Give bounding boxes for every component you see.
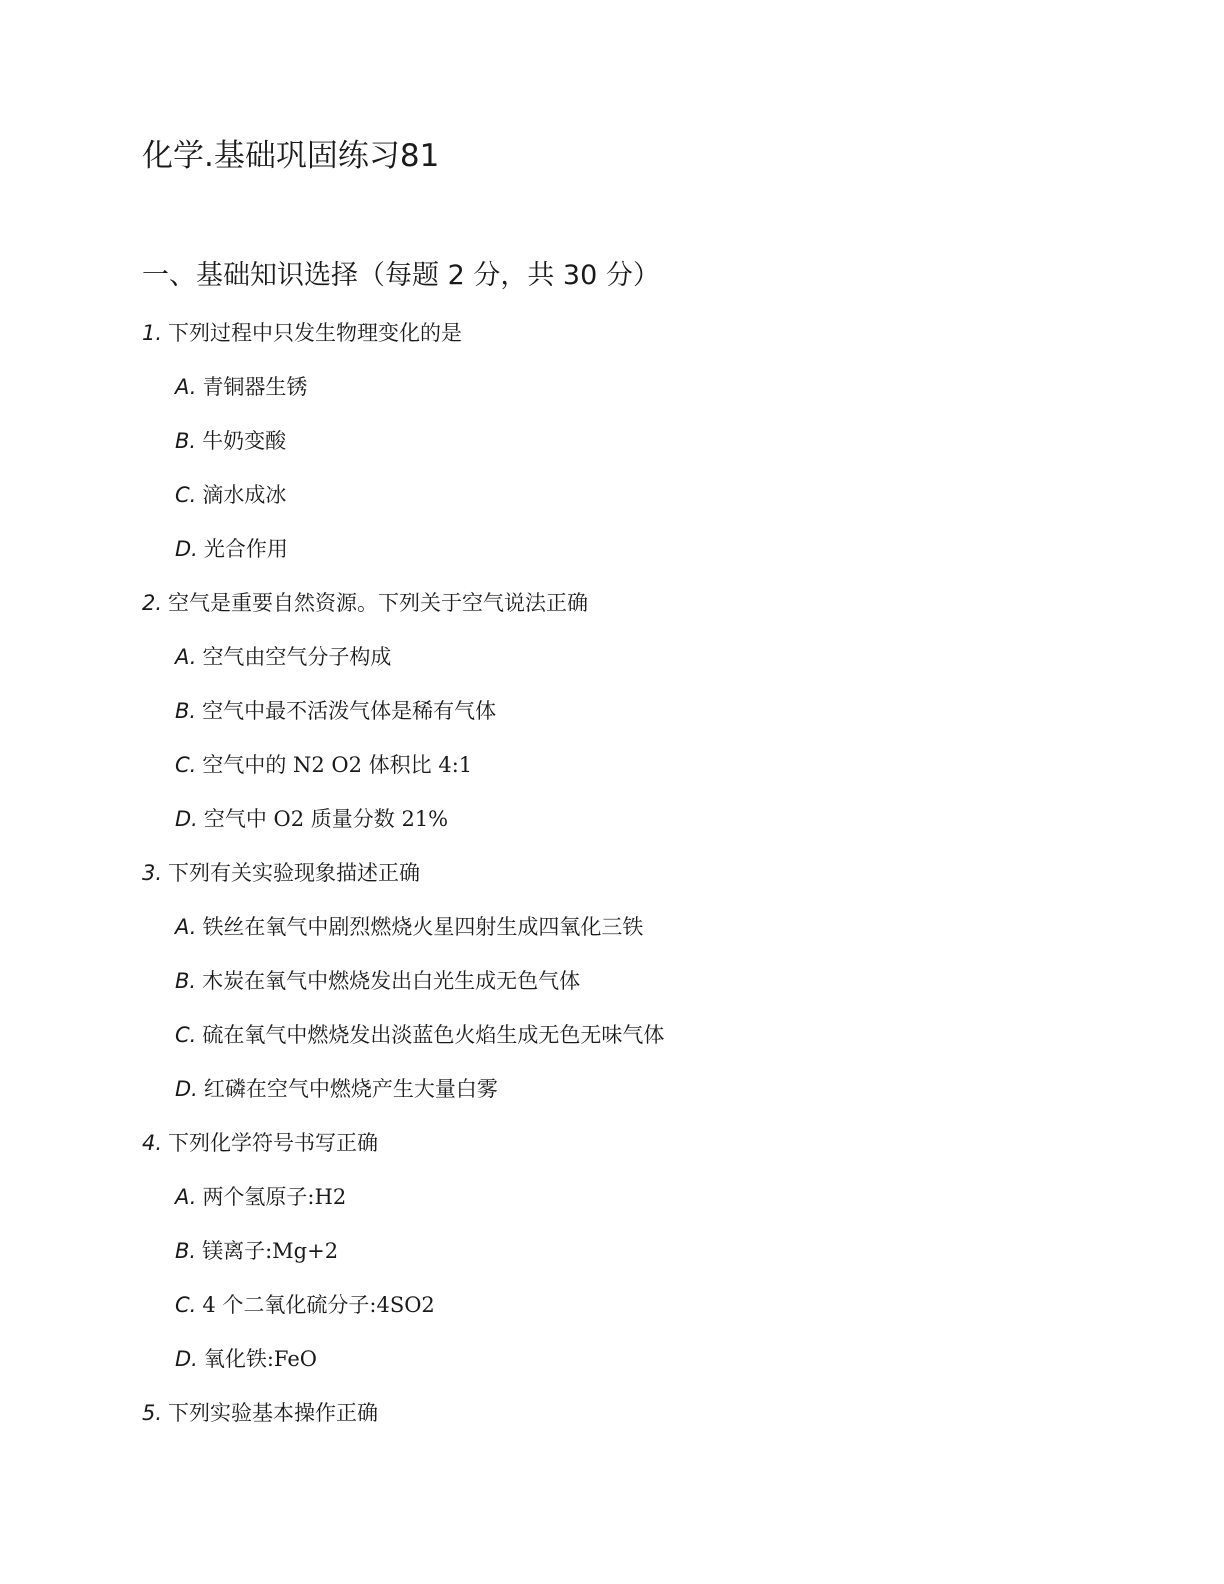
question-3-option-c xyxy=(175,1020,664,1050)
option-letter: A. xyxy=(175,645,197,669)
option-letter: D. xyxy=(175,1347,198,1371)
option-text: 滴水成冰 xyxy=(202,483,287,507)
option-letter: C. xyxy=(175,1293,197,1317)
option-text: 空气中 O2 质量分数 21% xyxy=(203,807,449,831)
question-4-option-a xyxy=(175,1182,346,1212)
section-heading: 一、基础知识选择（每题 2 分，共 30 分） xyxy=(142,260,660,291)
option-text: 4 个二氧化硫分子:4SO2 xyxy=(202,1293,435,1317)
question-4-option-c xyxy=(175,1290,435,1320)
option-text: 两个氢原子:H2 xyxy=(202,1185,347,1209)
option-letter: A. xyxy=(175,915,197,939)
option-letter: A. xyxy=(175,375,197,399)
question-1-option-a xyxy=(175,372,307,402)
question-3 xyxy=(142,858,420,888)
question-4-option-b xyxy=(175,1236,338,1266)
option-letter: B. xyxy=(175,699,197,723)
question-text: 下列过程中只发生物理变化的是 xyxy=(168,321,463,345)
question-5 xyxy=(142,1398,378,1428)
question-1 xyxy=(142,318,462,348)
option-text: 硫在氧气中燃烧发出淡蓝色火焰生成无色无味气体 xyxy=(202,1023,665,1047)
option-text: 红磷在空气中燃烧产生大量白雾 xyxy=(203,1077,498,1101)
option-text: 青铜器生锈 xyxy=(202,375,308,399)
question-number: 5. xyxy=(142,1401,163,1425)
question-3-option-a xyxy=(175,912,643,942)
question-4-option-d xyxy=(175,1344,317,1374)
option-letter: C. xyxy=(175,753,197,777)
option-text: 木炭在氧气中燃烧发出白光生成无色气体 xyxy=(202,969,581,993)
document-title: 化学.基础巩固练习81 xyxy=(142,138,440,174)
question-2-option-a xyxy=(175,642,391,672)
question-number: 2. xyxy=(142,591,163,615)
option-text: 空气中的 N2 O2 体积比 4:1 xyxy=(202,753,473,777)
question-1-option-d xyxy=(175,534,288,564)
option-letter: D. xyxy=(175,537,198,561)
question-2-option-d xyxy=(175,804,448,834)
option-letter: D. xyxy=(175,1077,198,1101)
question-text: 下列实验基本操作正确 xyxy=(168,1401,379,1425)
question-number: 4. xyxy=(142,1131,163,1155)
option-text: 牛奶变酸 xyxy=(202,429,287,453)
option-letter: A. xyxy=(175,1185,197,1209)
option-text: 镁离子:Mg+2 xyxy=(202,1239,339,1263)
option-letter: B. xyxy=(175,429,197,453)
question-text: 下列有关实验现象描述正确 xyxy=(168,861,421,885)
question-number: 1. xyxy=(142,321,163,345)
option-text: 空气中最不活泼气体是稀有气体 xyxy=(202,699,497,723)
option-text: 氧化铁:FeO xyxy=(203,1347,318,1371)
option-letter: D. xyxy=(175,807,198,831)
question-text: 下列化学符号书写正确 xyxy=(168,1131,379,1155)
option-text: 空气由空气分子构成 xyxy=(202,645,392,669)
option-text: 铁丝在氧气中剧烈燃烧火星四射生成四氧化三铁 xyxy=(202,915,644,939)
option-letter: B. xyxy=(175,969,197,993)
option-letter: C. xyxy=(175,483,197,507)
question-2-option-b xyxy=(175,696,496,726)
question-1-option-b xyxy=(175,426,286,456)
question-text: 空气是重要自然资源。下列关于空气说法正确 xyxy=(168,591,589,615)
question-2-option-c xyxy=(175,750,472,780)
question-4 xyxy=(142,1128,378,1158)
option-letter: C. xyxy=(175,1023,197,1047)
question-3-option-d xyxy=(175,1074,498,1104)
question-2 xyxy=(142,588,588,618)
option-text: 光合作用 xyxy=(203,537,288,561)
option-letter: B. xyxy=(175,1239,197,1263)
question-number: 3. xyxy=(142,861,163,885)
question-1-option-c xyxy=(175,480,286,510)
question-3-option-b xyxy=(175,966,580,996)
